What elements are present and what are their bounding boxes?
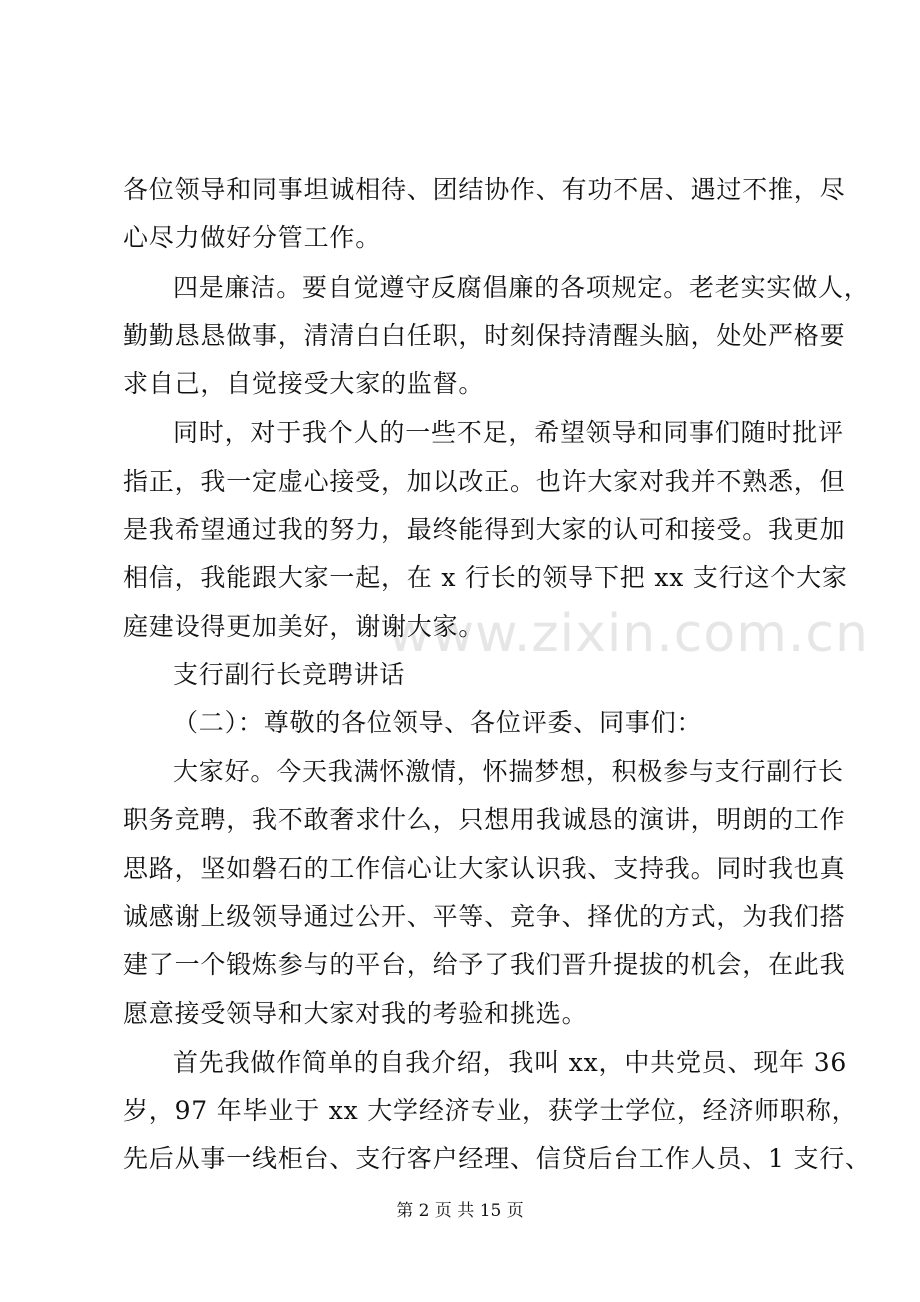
text-line: 建了一个锻炼参与的平台，给予了我们晋升提拔的机会，在此我 xyxy=(123,950,846,979)
text-line: 心尽力做好分管工作。 xyxy=(123,223,382,252)
text-line: 指正，我一定虚心接受，加以改正。也许大家对我并不熟悉，但 xyxy=(123,467,846,496)
watermark: www.zixin.com.cn xyxy=(388,604,869,664)
text-line: 同时，对于我个人的一些不足，希望领导和同事们随时批评 xyxy=(173,418,844,447)
text-line: 相信，我能跟大家一起，在 x 行长的领导下把 xx 支行这个大家 xyxy=(123,563,848,592)
text-line: 各位领导和同事坦诚相待、团结协作、有功不居、遇过不推，尽 xyxy=(123,175,846,204)
text-line: 岁，97 年毕业于 xx 大学经济专业，获学士学位，经济师职称， xyxy=(123,1096,858,1125)
text-line: 先后从事一线柜台、支行客户经理、信贷后台工作人员、1 支行、 xyxy=(123,1144,871,1173)
text-line: 思路，坚如磐石的工作信心让大家认识我、支持我。同时我也真 xyxy=(123,854,846,883)
page-footer: 第 2 页 共 15 页 xyxy=(396,1201,524,1221)
text-line: 庭建设得更加美好，谢谢大家。 xyxy=(123,612,485,641)
text-line: 勤勤恳恳做事，清清白白任职，时刻保持清醒头脑，处处严格要 xyxy=(123,321,846,350)
text-line: （二）：尊敬的各位领导、各位评委、同事们： xyxy=(173,708,703,737)
text-line: 求自己，自觉接受大家的监督。 xyxy=(123,369,485,398)
text-line: 愿意接受领导和大家对我的考验和挑选。 xyxy=(123,999,588,1028)
text-line: 诚感谢上级领导通过公开、平等、竞争、择优的方式，为我们搭 xyxy=(123,902,846,931)
text-line: 大家好。今天我满怀激情，怀揣梦想，积极参与支行副行长 xyxy=(173,757,844,786)
text-line: 是我希望通过我的努力，最终能得到大家的认可和接受。我更加 xyxy=(123,515,846,544)
text-line: 职务竞聘，我不敢奢求什么，只想用我诚恳的演讲，明朗的工作 xyxy=(123,805,846,834)
section-title: 支行副行长竞聘讲话 xyxy=(173,660,406,689)
text-line: 四是廉洁。要自觉遵守反腐倡廉的各项规定。老老实实做人， xyxy=(173,273,870,302)
text-line: 首先我做作简单的自我介绍，我叫 xx，中共党员、现年 36 xyxy=(173,1048,848,1077)
